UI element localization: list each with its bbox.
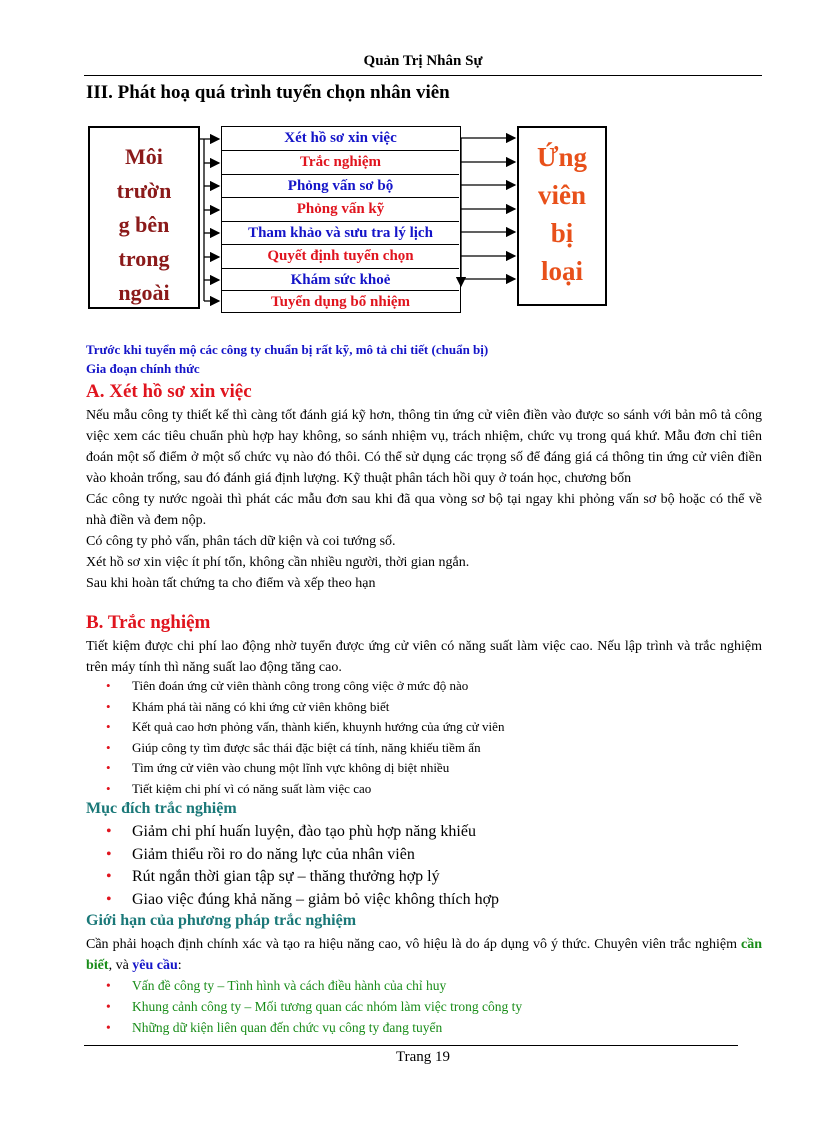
limits-text-mid: , và: [108, 958, 133, 973]
purpose-bullets: [106, 821, 499, 911]
list-item: • Rút ngắn thời gian tập sự – thăng thưởng hợp lý: [106, 866, 499, 889]
paragraph: Các công ty nước ngoài thì phát các mẫu đơn sau khi đã qua vòng sơ bộ tại ngay khi phỏng vấn sơ bộ hoặc có thể về nhà điền và đem nộp.: [86, 492, 762, 528]
left-box-line: g bên: [118, 212, 170, 237]
list-item: • Tiết kiệm chi phí vì có năng suất làm việc cao: [106, 779, 504, 800]
section-b-bullets: [106, 676, 504, 799]
paragraph: Có công ty phỏ vấn, phân tách dữ kiện và coi tướng số.: [86, 534, 396, 549]
step-1: Xét hồ sơ xin việc: [284, 130, 397, 146]
list-item: • Tiên đoán ứng cử viên thành công trong công việc ở mức độ nào: [106, 676, 504, 697]
right-box-line: viên: [537, 180, 586, 210]
intro-text: [86, 340, 488, 378]
limits-text-before: Cần phải hoạch định chính xác và tạo ra hiệu năng cao, vô hiệu là do áp dụng vô ý thức. Chuyên viên trắc nghiệm: [86, 937, 741, 952]
step-2: Trắc nghiệm: [222, 150, 459, 174]
paragraph: Tiết kiệm được chi phí lao động nhờ tuyển được ứng cử viên có năng suất làm việc cao. Nếu lập trình và trắc nghiệm trên máy tính thì năng suất lao động tăng cao.: [86, 639, 762, 675]
right-box-line: bị: [550, 218, 574, 248]
list-item: • Khám phá tài năng có khi ứng cử viên không biết: [106, 697, 504, 718]
list-item: • Kết quả cao hơn phỏng vấn, thành kiến, khuynh hướng của ứng cử viên: [106, 717, 504, 738]
list-item: • Giảm thiểu rồi ro do năng lực của nhân viên: [106, 844, 499, 867]
intro-line-2: Gia đoạn chính thức: [86, 361, 200, 376]
step-7: Khám sức khoẻ: [222, 268, 459, 292]
step-8: Tuyển dụng bổ nhiệm: [222, 290, 459, 314]
right-box-line: Ứng: [536, 142, 587, 172]
limits-title: Giới hạn của phương pháp trắc nghiệm: [86, 912, 357, 929]
list-item: • Giảm chi phí huấn luyện, đào tạo phù hợp năng khiếu: [106, 821, 499, 844]
paragraph: Nếu mẫu công ty thiết kế thì càng tốt đánh giá kỹ hơn, thông tin ứng cử viên điền vào được so sánh với bản mô tả công việc xem các tiêu chuẩn phù hợp hay không, so sánh nhiệm vụ, trách nhiệm, chức vụ trong quá khứ. Mẫu đơn chỉ tiên đoán một số điểm ở một số chức vụ nào đó thôi. Có thể sử dụng các trọng số để đáng giá cá thông tin ứng cử viên điền vào khoản trống, sau đó đánh giá định lượng. Kỹ thuật phân tách hồi quy ở toán học, chương bốn: [86, 408, 762, 486]
limits-text-after: :: [177, 958, 182, 973]
step-6: Quyết định tuyển chọn: [222, 244, 459, 268]
step-5: Tham khảo và sưu tra lý lịch: [222, 221, 459, 245]
purpose-title: Mục đích trắc nghiệm: [86, 800, 237, 817]
right-box-line: loại: [540, 256, 583, 286]
step-3: Phỏng vấn sơ bộ: [222, 174, 459, 198]
section-b-body: [86, 636, 762, 678]
list-item: • Vấn đề công ty – Tình hình và cách điều hành của chỉ huy: [106, 975, 522, 996]
left-box-line: trườn: [116, 178, 172, 203]
limits-emphasis-1: cần biết: [86, 937, 762, 973]
footer-rule: [84, 1045, 738, 1046]
page-number: Trang 19: [395, 1049, 451, 1065]
list-item: • Tìm ứng cử viên vào chung một lĩnh vực không dị biệt nhiều: [106, 758, 504, 779]
step-4: Phỏng vấn kỹ: [222, 197, 459, 221]
intro-line-1: Trước khi tuyển mộ các công ty chuẩn bị rất kỹ, mô tả chi tiết (chuẩn bị): [86, 342, 489, 357]
paragraph: Sau khi hoàn tất chứng ta cho điểm và xếp theo hạn: [86, 576, 376, 591]
left-box-line: Môi: [125, 144, 163, 169]
section-b-title: B. Trắc nghiệm: [86, 612, 211, 633]
list-item: • Giao việc đúng khả năng – giảm bỏ việc không thích hợp: [106, 889, 499, 912]
list-item: • Giúp công ty tìm được sắc thái đặc biệt cá tính, năng khiếu tiềm ẩn: [106, 738, 504, 759]
section-title: III. Phát hoạ quá trình tuyển chọn nhân viên: [86, 82, 450, 103]
paragraph: Xét hồ sơ xin việc ít phí tổn, không cần nhiều người, thời gian ngắn.: [86, 555, 470, 570]
running-header: Quản Trị Nhân Sự: [363, 53, 483, 69]
list-item: • Khung cảnh công ty – Mối tương quan các nhóm làm việc trong công ty: [106, 996, 522, 1017]
left-box-line: ngoài: [118, 280, 170, 305]
limits-body: [86, 934, 762, 976]
paragraph: [86, 934, 762, 976]
list-item: • Những dữ kiện liên quan đến chức vụ công ty đang tuyển: [106, 1017, 522, 1038]
limits-emphasis-2: yêu cầu: [132, 958, 178, 973]
section-a-body: [86, 405, 762, 594]
limits-bullets: [106, 975, 522, 1038]
diagram-arrows: [0, 0, 816, 330]
section-a-title: A. Xét hồ sơ xin việc: [86, 381, 252, 402]
left-box-line: trong: [118, 246, 170, 271]
